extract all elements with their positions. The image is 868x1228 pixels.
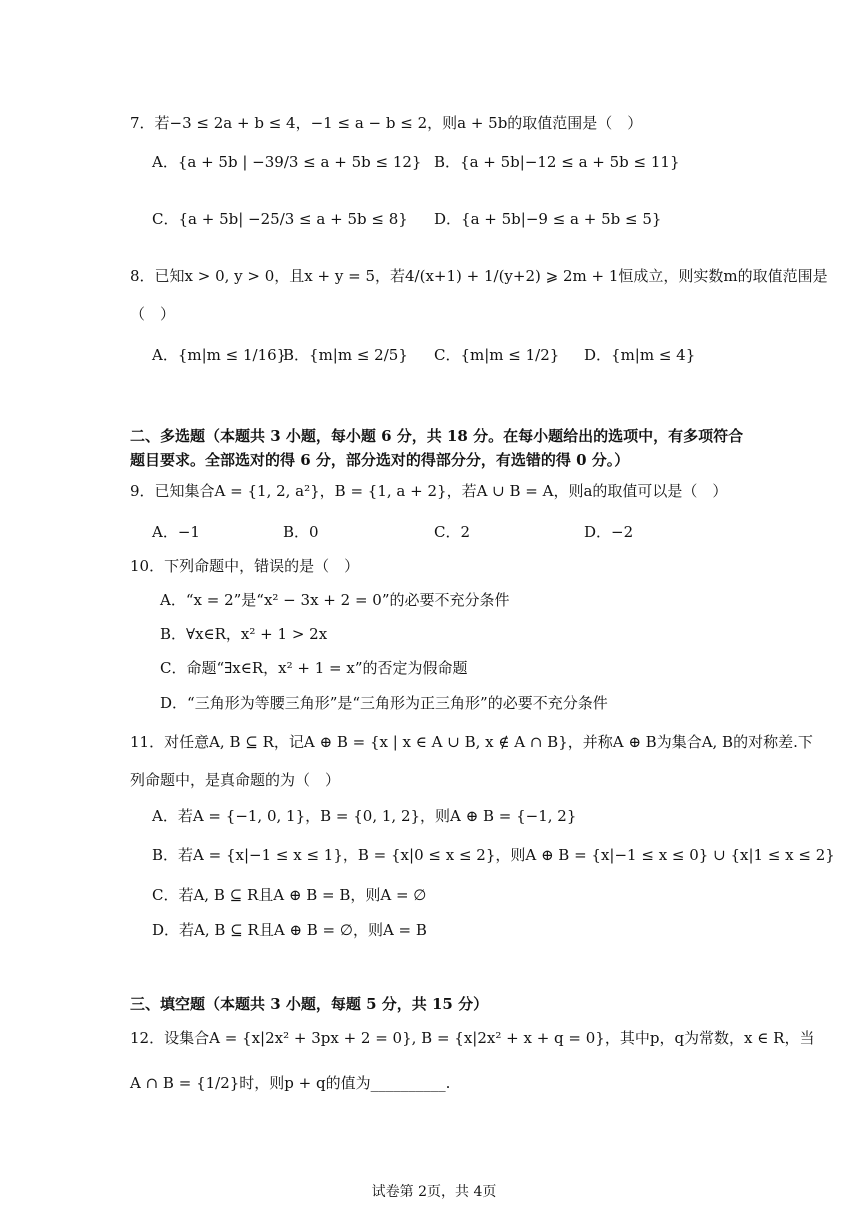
q9-option-a: A．−1 — [152, 523, 200, 541]
q10-option-b: B．∀x∈R，x² + 1 > 2x — [160, 625, 328, 643]
q7-option-b: B．{a + 5b|−12 ≤ a + 5b ≤ 11} — [434, 153, 680, 171]
q10-option-d: D．“三角形为等腰三角形”是“三角形为正三角形”的必要不充分条件 — [160, 694, 608, 712]
q10-stem: 10．下列命题中，错误的是（ ） — [130, 557, 360, 575]
q9-option-c: C．2 — [434, 523, 471, 541]
q8-option-d: D．{m|m ≤ 4} — [584, 346, 696, 364]
section2-line2: 题目要求。全部选对的得 6 分，部分选对的得部分分，有选错的得 0 分。） — [130, 451, 630, 469]
q11-option-c: C．若A, B ⊆ R且A ⊕ B = B，则A = ∅ — [152, 886, 427, 904]
q10-option-c: C．命题“∃x∈R，x² + 1 = x”的否定为假命题 — [160, 659, 468, 677]
q9-option-b: B．0 — [283, 523, 319, 541]
q9-stem: 9．已知集合A = {1, 2, a²}，B = {1, a + 2}，若A ∪ B = A，则a的取值可以是（ ） — [130, 482, 728, 500]
q8-stem: 8．已知x > 0, y > 0，且x + y = 5，若4/(x+1) + 1/(y+2) ⩾ 2m + 1恒成立，则实数m的取值范围是 — [130, 267, 828, 285]
q11-stem: 11．对任意A, B ⊆ R，记A ⊕ B = {x | x ∈ A ∪ B, x ∉ A ∩ B}，并称A ⊕ B为集合A, B的对称差.下 — [130, 733, 813, 751]
q7-stem: 7．若−3 ≤ 2a + b ≤ 4，−1 ≤ a − b ≤ 2，则a + 5b的取值范围是（ ） — [130, 114, 643, 132]
q7-option-a: A．{a + 5b | −39/3 ≤ a + 5b ≤ 12} — [152, 153, 422, 171]
q11-stem-cont: 列命题中，是真命题的为（ ） — [130, 771, 341, 789]
q11-option-a: A．若A = {−1, 0, 1}，B = {0, 1, 2}，则A ⊕ B = {−1, 2} — [152, 807, 577, 825]
q7-option-d: D．{a + 5b|−9 ≤ a + 5b ≤ 5} — [434, 210, 662, 228]
page-footer: 试卷第 2页，共 4页 — [371, 1184, 497, 1200]
q11-option-d: D．若A, B ⊆ R且A ⊕ B = ∅，则A = B — [152, 921, 427, 939]
q11-option-b: B．若A = {x|−1 ≤ x ≤ 1}，B = {x|0 ≤ x ≤ 2}，则A ⊕ B = {x|−1 ≤ x ≤ 0} ∪ {x|1 ≤ x ≤ 2} — [152, 846, 835, 864]
q7-option-c: C．{a + 5b| −25/3 ≤ a + 5b ≤ 8} — [152, 210, 408, 228]
section2-heading — [130, 424, 750, 472]
section3-line1: 三、填空题（本题共 3 小题，每题 5 分，共 15 分） — [130, 995, 489, 1013]
q9-option-d: D．−2 — [584, 523, 634, 541]
q12-stem-cont: A ∩ B = {1/2}时，则p + q的值为__________. — [130, 1074, 451, 1092]
q12-stem: 12．设集合A = {x|2x² + 3px + 2 = 0}, B = {x|2x² + x + q = 0}，其中p，q为常数，x ∈ R，当 — [130, 1029, 815, 1047]
q8-stem-cont: （ ） — [130, 305, 176, 323]
q8-option-a: A．{m|m ≤ 1/16} — [152, 346, 287, 364]
section3-heading — [130, 992, 750, 1016]
q8-option-c: C．{m|m ≤ 1/2} — [434, 346, 560, 364]
section2-line1: 二、多选题（本题共 3 小题，每小题 6 分，共 18 分。在每小题给出的选项中，有多项符合 — [130, 427, 744, 445]
q10-option-a: A．“x = 2”是“x² − 3x + 2 = 0”的必要不充分条件 — [160, 591, 510, 609]
q8-option-b: B．{m|m ≤ 2/5} — [283, 346, 408, 364]
